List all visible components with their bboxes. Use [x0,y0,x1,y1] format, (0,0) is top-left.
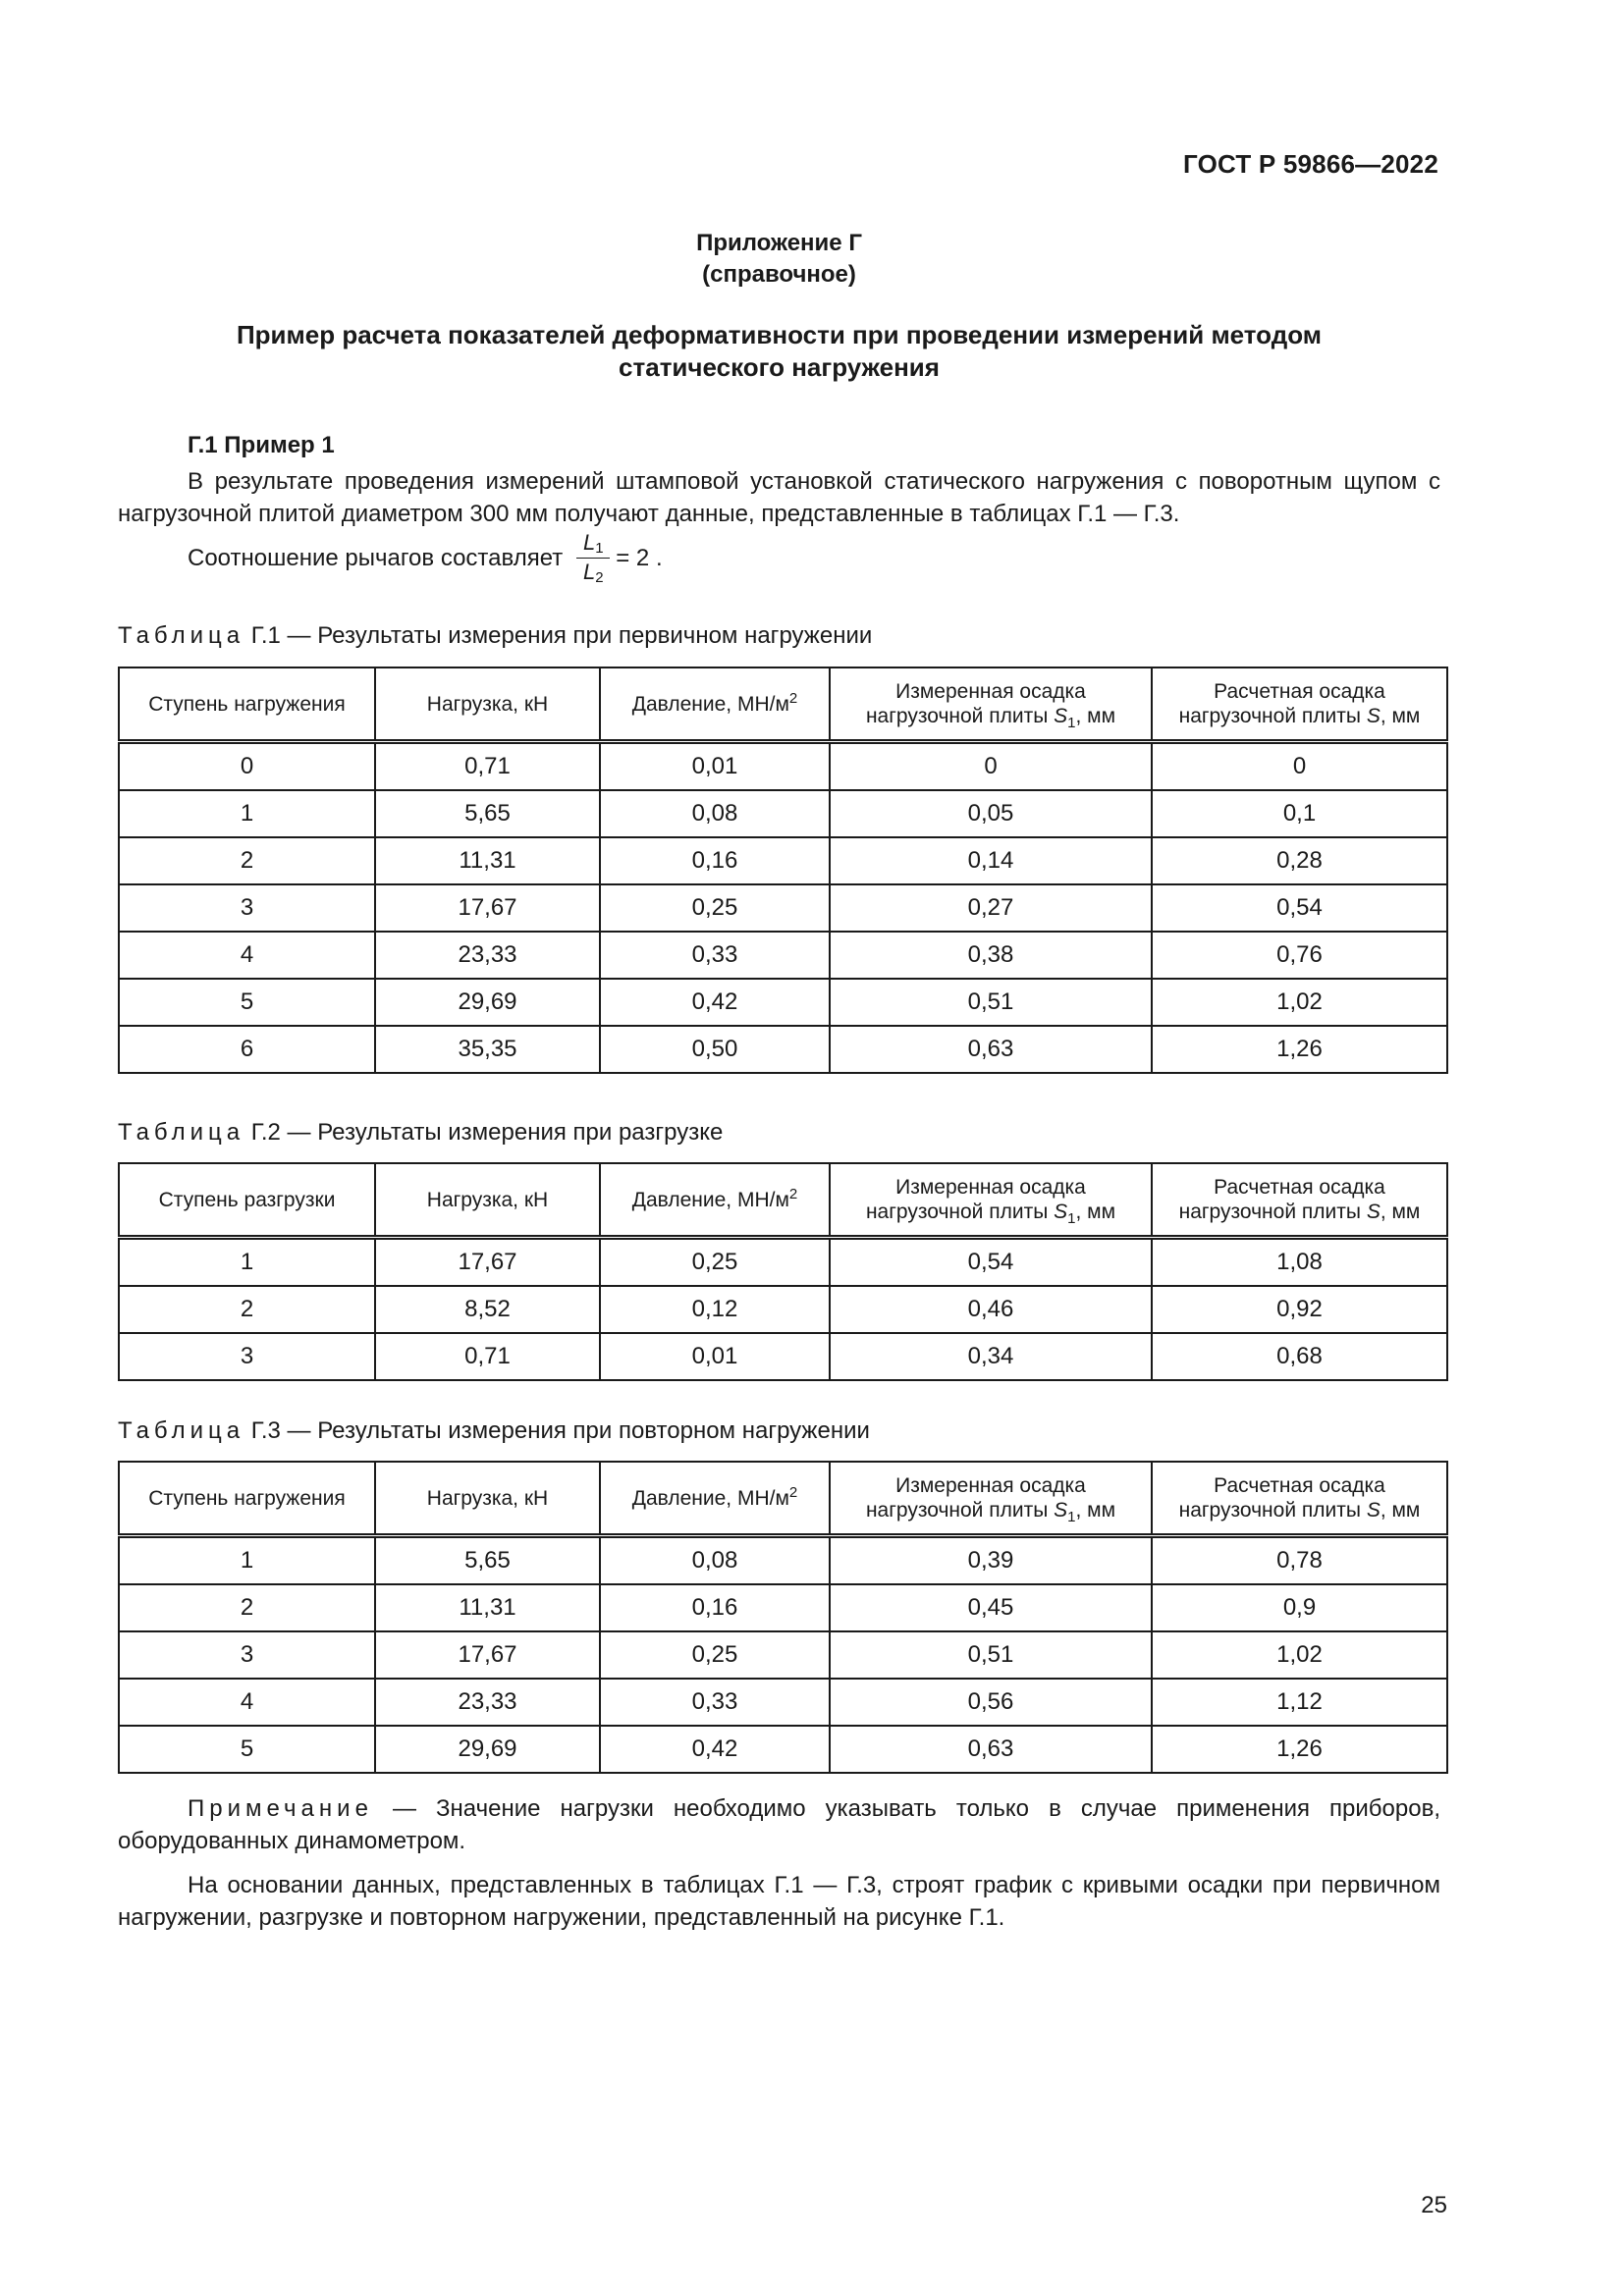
measured-settlement-cell: 0,51 [830,979,1152,1026]
calculated-settlement-cell: 0,28 [1152,837,1447,884]
load-cell: 5,65 [375,1536,600,1585]
header-calculated-settlement: Расчетная осадка нагрузочной плиты S, мм [1152,667,1447,742]
ratio-value: = 2 . [616,544,663,571]
table-row [119,1286,1447,1333]
measured-settlement-cell: 0,46 [830,1286,1152,1333]
header-measured-settlement: Измеренная осадка нагрузочной плиты $S_1$, мм [830,1462,1152,1536]
table-row [119,1631,1447,1679]
header-calculated-settlement: Расчетная осадка нагрузочной плиты S, мм [1152,1163,1447,1238]
table3-caption [118,1417,870,1445]
table3-caption-text: Г.3 — Результаты измерения при повторном нагружении [250,1417,870,1444]
calculated-settlement-cell: 0 [1152,742,1447,791]
ratio-denominator: $L_2$ [582,560,604,586]
calculated-settlement-cell: 0,1 [1152,790,1447,837]
header-load: Нагрузка, кН [375,1462,600,1536]
note-label: Примечание [188,1795,373,1822]
load-cell: 35,35 [375,1026,600,1073]
header-step: Ступень нагружения [119,667,375,742]
step-cell: 0 [119,742,375,791]
table-row [119,932,1447,979]
step-cell: 2 [119,1584,375,1631]
header-calculated-settlement: Расчетная осадка нагрузочной плиты S, мм [1152,1462,1447,1536]
load-cell: 17,67 [375,1238,600,1287]
calculated-settlement-cell: 0,54 [1152,884,1447,932]
table-row [119,1238,1447,1287]
step-cell: 1 [119,1238,375,1287]
table2-label: Таблица [118,1119,245,1146]
step-cell: 4 [119,932,375,979]
measured-settlement-cell: 0,27 [830,884,1152,932]
table-header-row [119,1462,1447,1536]
step-cell: 2 [119,837,375,884]
table-note [118,1792,1440,1857]
table3-label: Таблица [118,1417,245,1444]
measured-settlement-cell: 0,45 [830,1584,1152,1631]
calculated-settlement-cell: 1,02 [1152,1631,1447,1679]
pressure-cell: 0,42 [600,979,830,1026]
table-2 [118,1162,1448,1381]
pressure-cell: 0,01 [600,742,830,791]
step-cell: 4 [119,1679,375,1726]
step-cell: 3 [119,1333,375,1380]
table2-caption [118,1119,723,1147]
table-1 [118,667,1448,1074]
load-cell: 0,71 [375,742,600,791]
header-step: Ступень нагружения [119,1462,375,1536]
title-line-2: статического нагружения [619,352,940,382]
pressure-cell: 0,25 [600,884,830,932]
section-heading: Г.1 Пример 1 [188,432,335,458]
pressure-cell: 0,12 [600,1286,830,1333]
step-cell: 1 [119,790,375,837]
table-3 [118,1461,1448,1774]
title-line-1: Пример расчета показателей деформативности при проведении измерений методом [236,320,1322,349]
table-row [119,1726,1447,1773]
table2-caption-text: Г.2 — Результаты измерения при разгрузке [250,1119,724,1146]
pressure-cell: 0,25 [600,1238,830,1287]
calculated-settlement-cell: 1,12 [1152,1679,1447,1726]
pressure-cell: 0,01 [600,1333,830,1380]
appendix-title: Приложение Г [696,230,862,256]
table-row [119,1679,1447,1726]
calculated-settlement-cell: 1,02 [1152,979,1447,1026]
ratio-text: Соотношение рычагов составляет [188,544,564,571]
pressure-cell: 0,33 [600,1679,830,1726]
measured-settlement-cell: 0,39 [830,1536,1152,1585]
pressure-cell: 0,33 [600,932,830,979]
step-cell: 1 [119,1536,375,1585]
document-number: ГОСТ Р 59866—2022 [1183,149,1438,179]
header-measured-settlement: Измеренная осадка нагрузочной плиты $S_1$, мм [830,667,1152,742]
appendix-type: (справочное) [702,261,856,288]
closing-paragraph: На основании данных, представленных в таблицах Г.1 — Г.3, строят график с кривыми осадки при первичном нагружении, разгрузке и повторном нагружении, представленный на рисунке Г.1. [118,1872,1440,1931]
measured-settlement-cell: 0,05 [830,790,1152,837]
table-row [119,979,1447,1026]
pressure-cell: 0,16 [600,837,830,884]
calculated-settlement-cell: 0,78 [1152,1536,1447,1585]
pressure-cell: 0,42 [600,1726,830,1773]
load-cell: 23,33 [375,1679,600,1726]
table-row [119,742,1447,791]
pressure-cell: 0,08 [600,1536,830,1585]
pressure-cell: 0,08 [600,790,830,837]
appendix-heading [118,228,1440,291]
calculated-settlement-cell: 1,26 [1152,1726,1447,1773]
header-pressure: Давление, $МН/м^2$ [600,1462,830,1536]
pressure-cell: 0,50 [600,1026,830,1073]
header-pressure: Давление, $МН/м^2$ [600,667,830,742]
ratio-fraction [576,530,610,586]
table-row [119,884,1447,932]
step-cell: 3 [119,884,375,932]
calculated-settlement-cell: 0,68 [1152,1333,1447,1380]
table-row [119,1536,1447,1585]
table-row [119,1333,1447,1380]
load-cell: 29,69 [375,1726,600,1773]
calculated-settlement-cell: 0,9 [1152,1584,1447,1631]
pressure-cell: 0,25 [600,1631,830,1679]
header-pressure: Давление, $МН/м^2$ [600,1163,830,1238]
table-row [119,1026,1447,1073]
load-cell: 5,65 [375,790,600,837]
table1-label: Таблица [118,622,245,649]
calculated-settlement-cell: 1,26 [1152,1026,1447,1073]
measured-settlement-cell: 0,34 [830,1333,1152,1380]
document-title [118,319,1440,384]
table1-caption-text: Г.1 — Результаты измерения при первичном нагружении [250,622,873,649]
pressure-cell: 0,16 [600,1584,830,1631]
measured-settlement-cell: 0 [830,742,1152,791]
calculated-settlement-cell: 0,92 [1152,1286,1447,1333]
table-row [119,837,1447,884]
load-cell: 0,71 [375,1333,600,1380]
load-cell: 8,52 [375,1286,600,1333]
header-load: Нагрузка, кН [375,667,600,742]
measured-settlement-cell: 0,56 [830,1679,1152,1726]
step-cell: 5 [119,1726,375,1773]
measured-settlement-cell: 0,54 [830,1238,1152,1287]
table-header-row [119,1163,1447,1238]
load-cell: 17,67 [375,884,600,932]
table1-caption [118,622,872,650]
step-cell: 6 [119,1026,375,1073]
lever-ratio [188,530,663,586]
load-cell: 11,31 [375,837,600,884]
table-row [119,790,1447,837]
page-number: 25 [1421,2192,1447,2218]
load-cell: 11,31 [375,1584,600,1631]
calculated-settlement-cell: 0,76 [1152,932,1447,979]
calculated-settlement-cell: 1,08 [1152,1238,1447,1287]
header-measured-settlement: Измеренная осадка нагрузочной плиты $S_1$, мм [830,1163,1152,1238]
step-cell: 5 [119,979,375,1026]
measured-settlement-cell: 0,63 [830,1026,1152,1073]
load-cell: 29,69 [375,979,600,1026]
measured-settlement-cell: 0,14 [830,837,1152,884]
intro-paragraph: В результате проведения измерений штамповой установкой статического нагружения с поворотным щупом с нагрузочной плитой диаметром 300 мм получают данные, представленные в таблицах Г.1 — Г.3. [118,468,1440,527]
step-cell: 2 [119,1286,375,1333]
note-text: — Значение нагрузки необходимо указывать только в случае применения приборов, оборудованных динамометром. [118,1795,1440,1854]
fraction-bar [576,558,610,559]
load-cell: 23,33 [375,932,600,979]
measured-settlement-cell: 0,51 [830,1631,1152,1679]
header-step: Ступень разгрузки [119,1163,375,1238]
ratio-numerator: $L_1$ [582,530,604,557]
table-header-row [119,667,1447,742]
step-cell: 3 [119,1631,375,1679]
measured-settlement-cell: 0,38 [830,932,1152,979]
header-load: Нагрузка, кН [375,1163,600,1238]
load-cell: 17,67 [375,1631,600,1679]
table-row [119,1584,1447,1631]
measured-settlement-cell: 0,63 [830,1726,1152,1773]
